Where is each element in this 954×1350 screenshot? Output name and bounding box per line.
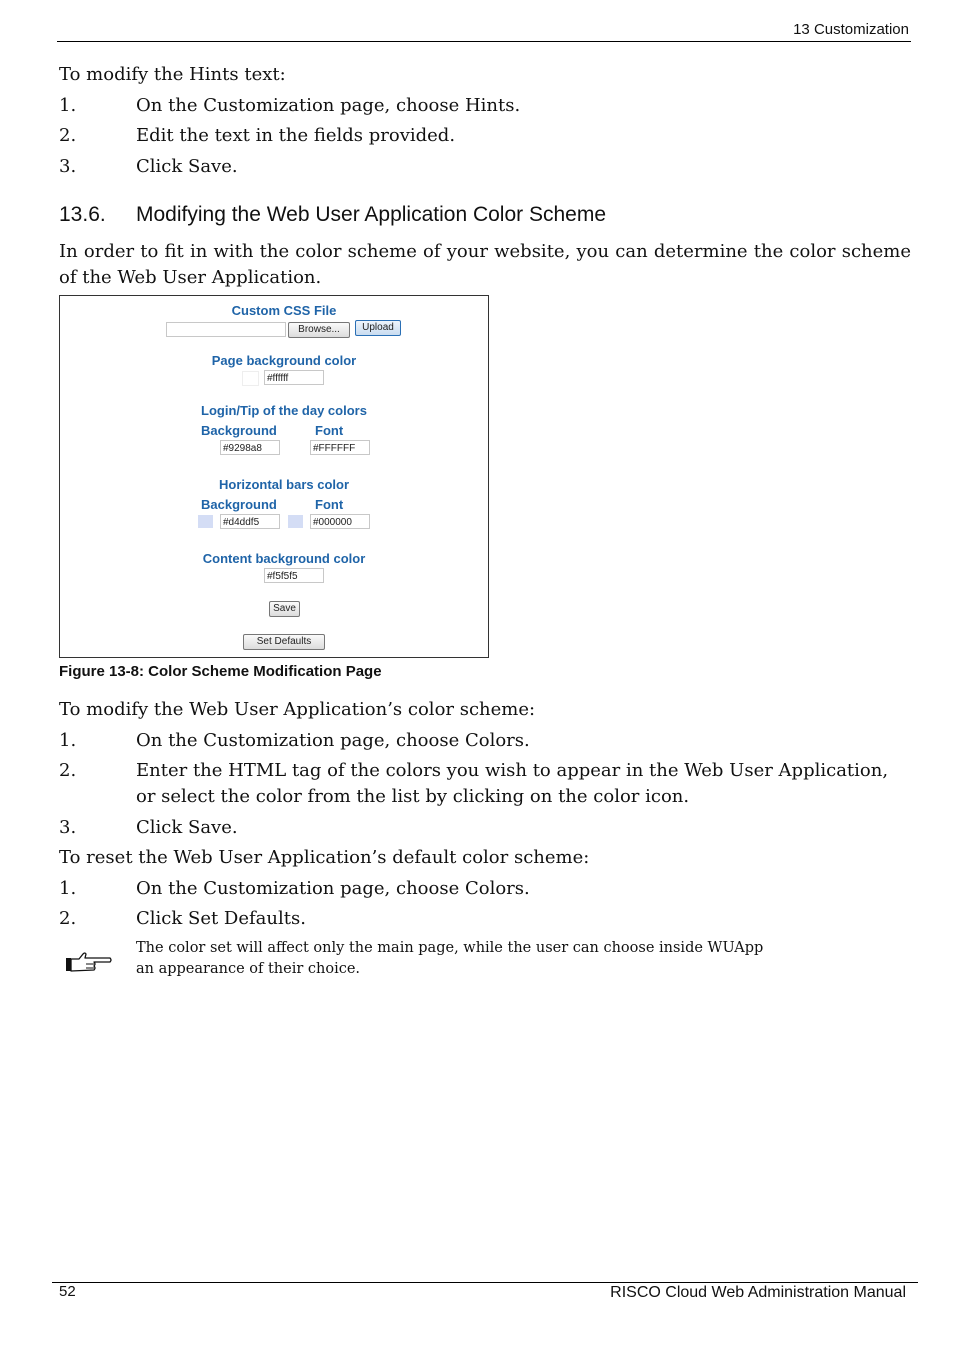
note-text [136, 938, 776, 980]
hints-step-1-text: On the Customization page, choose Hints. [136, 95, 521, 116]
pointing-hand-icon [64, 950, 114, 974]
save-button[interactable]: Save [269, 601, 300, 617]
hints-step-2-number: 2. [59, 125, 77, 146]
note-line-2: an appearance of their choice. [136, 961, 361, 977]
page-bg-input[interactable]: #ffffff [264, 370, 324, 385]
content-bg-title: Content background color [202, 551, 366, 566]
hbar-bg-input[interactable]: #d4ddf5 [220, 514, 280, 529]
hints-step-3-text: Click Save. [136, 156, 238, 177]
hbar-bg-label: Background [201, 497, 277, 512]
color-scheme-screenshot [59, 295, 489, 658]
login-bg-input[interactable]: #9298a8 [220, 440, 280, 455]
modify-step-3-number: 3. [59, 817, 77, 838]
reset-step-2-number: 2. [59, 908, 77, 929]
modify-step-3-text: Click Save. [136, 817, 238, 838]
page-bg-title: Page background color [211, 353, 357, 368]
section-intro: In order to fit in with the color scheme of your website, you can determine the color scheme of the Web User Application. [59, 241, 911, 288]
hbar-bg-swatch[interactable] [198, 515, 213, 528]
hints-intro: To modify the Hints text: [59, 64, 286, 85]
upload-button[interactable]: Upload [355, 320, 401, 336]
section-heading [59, 203, 606, 227]
running-head: 13 Customization [793, 21, 909, 38]
css-file-title: Custom CSS File [231, 303, 337, 318]
modify-intro: To modify the Web User Application’s color scheme: [59, 699, 536, 720]
page-number: 52 [59, 1283, 76, 1300]
set-defaults-button[interactable]: Set Defaults [243, 634, 325, 650]
section-title: Modifying the Web User Application Color Scheme [136, 203, 607, 226]
section-number: 13.6. [59, 203, 106, 226]
hints-step-2-text: Edit the text in the fields provided. [136, 125, 456, 146]
content-bg-input[interactable]: #f5f5f5 [264, 568, 324, 583]
reset-step-1-text: On the Customization page, choose Colors. [136, 878, 530, 899]
hints-step-3-number: 3. [59, 156, 77, 177]
hbar-font-swatch[interactable] [288, 515, 303, 528]
login-font-label: Font [315, 423, 344, 438]
modify-step-1-number: 1. [59, 730, 77, 751]
footer-title: RISCO Cloud Web Administration Manual [610, 1284, 906, 1301]
modify-step-1-text: On the Customization page, choose Colors. [136, 730, 530, 751]
css-file-path-input[interactable] [166, 322, 286, 337]
header-rule [57, 41, 911, 42]
hints-step-1-number: 1. [59, 95, 77, 116]
hbar-color-title: Horizontal bars color [218, 477, 350, 492]
note-line-1: The color set will affect only the main page, while the user can choose inside WUApp [136, 940, 764, 956]
login-font-input[interactable]: #FFFFFF [310, 440, 370, 455]
modify-step-2-text: Enter the HTML tag of the colors you wish to appear in the Web User Application, or select the color from the list by clicking on the color icon. [136, 760, 889, 807]
modify-step-2-number: 2. [59, 760, 77, 781]
reset-step-2-text: Click Set Defaults. [136, 908, 306, 929]
figure-caption: Figure 13-8: Color Scheme Modification Page [59, 663, 382, 680]
hbar-font-input[interactable]: #000000 [310, 514, 370, 529]
reset-step-1-number: 1. [59, 878, 77, 899]
page-bg-swatch[interactable] [242, 371, 259, 386]
browse-button[interactable]: Browse... [288, 322, 350, 338]
footer-rule [52, 1282, 918, 1283]
hbar-font-label: Font [315, 497, 344, 512]
login-colors-title: Login/Tip of the day colors [201, 403, 367, 418]
login-bg-label: Background [201, 423, 277, 438]
reset-intro: To reset the Web User Application’s default color scheme: [59, 847, 590, 868]
